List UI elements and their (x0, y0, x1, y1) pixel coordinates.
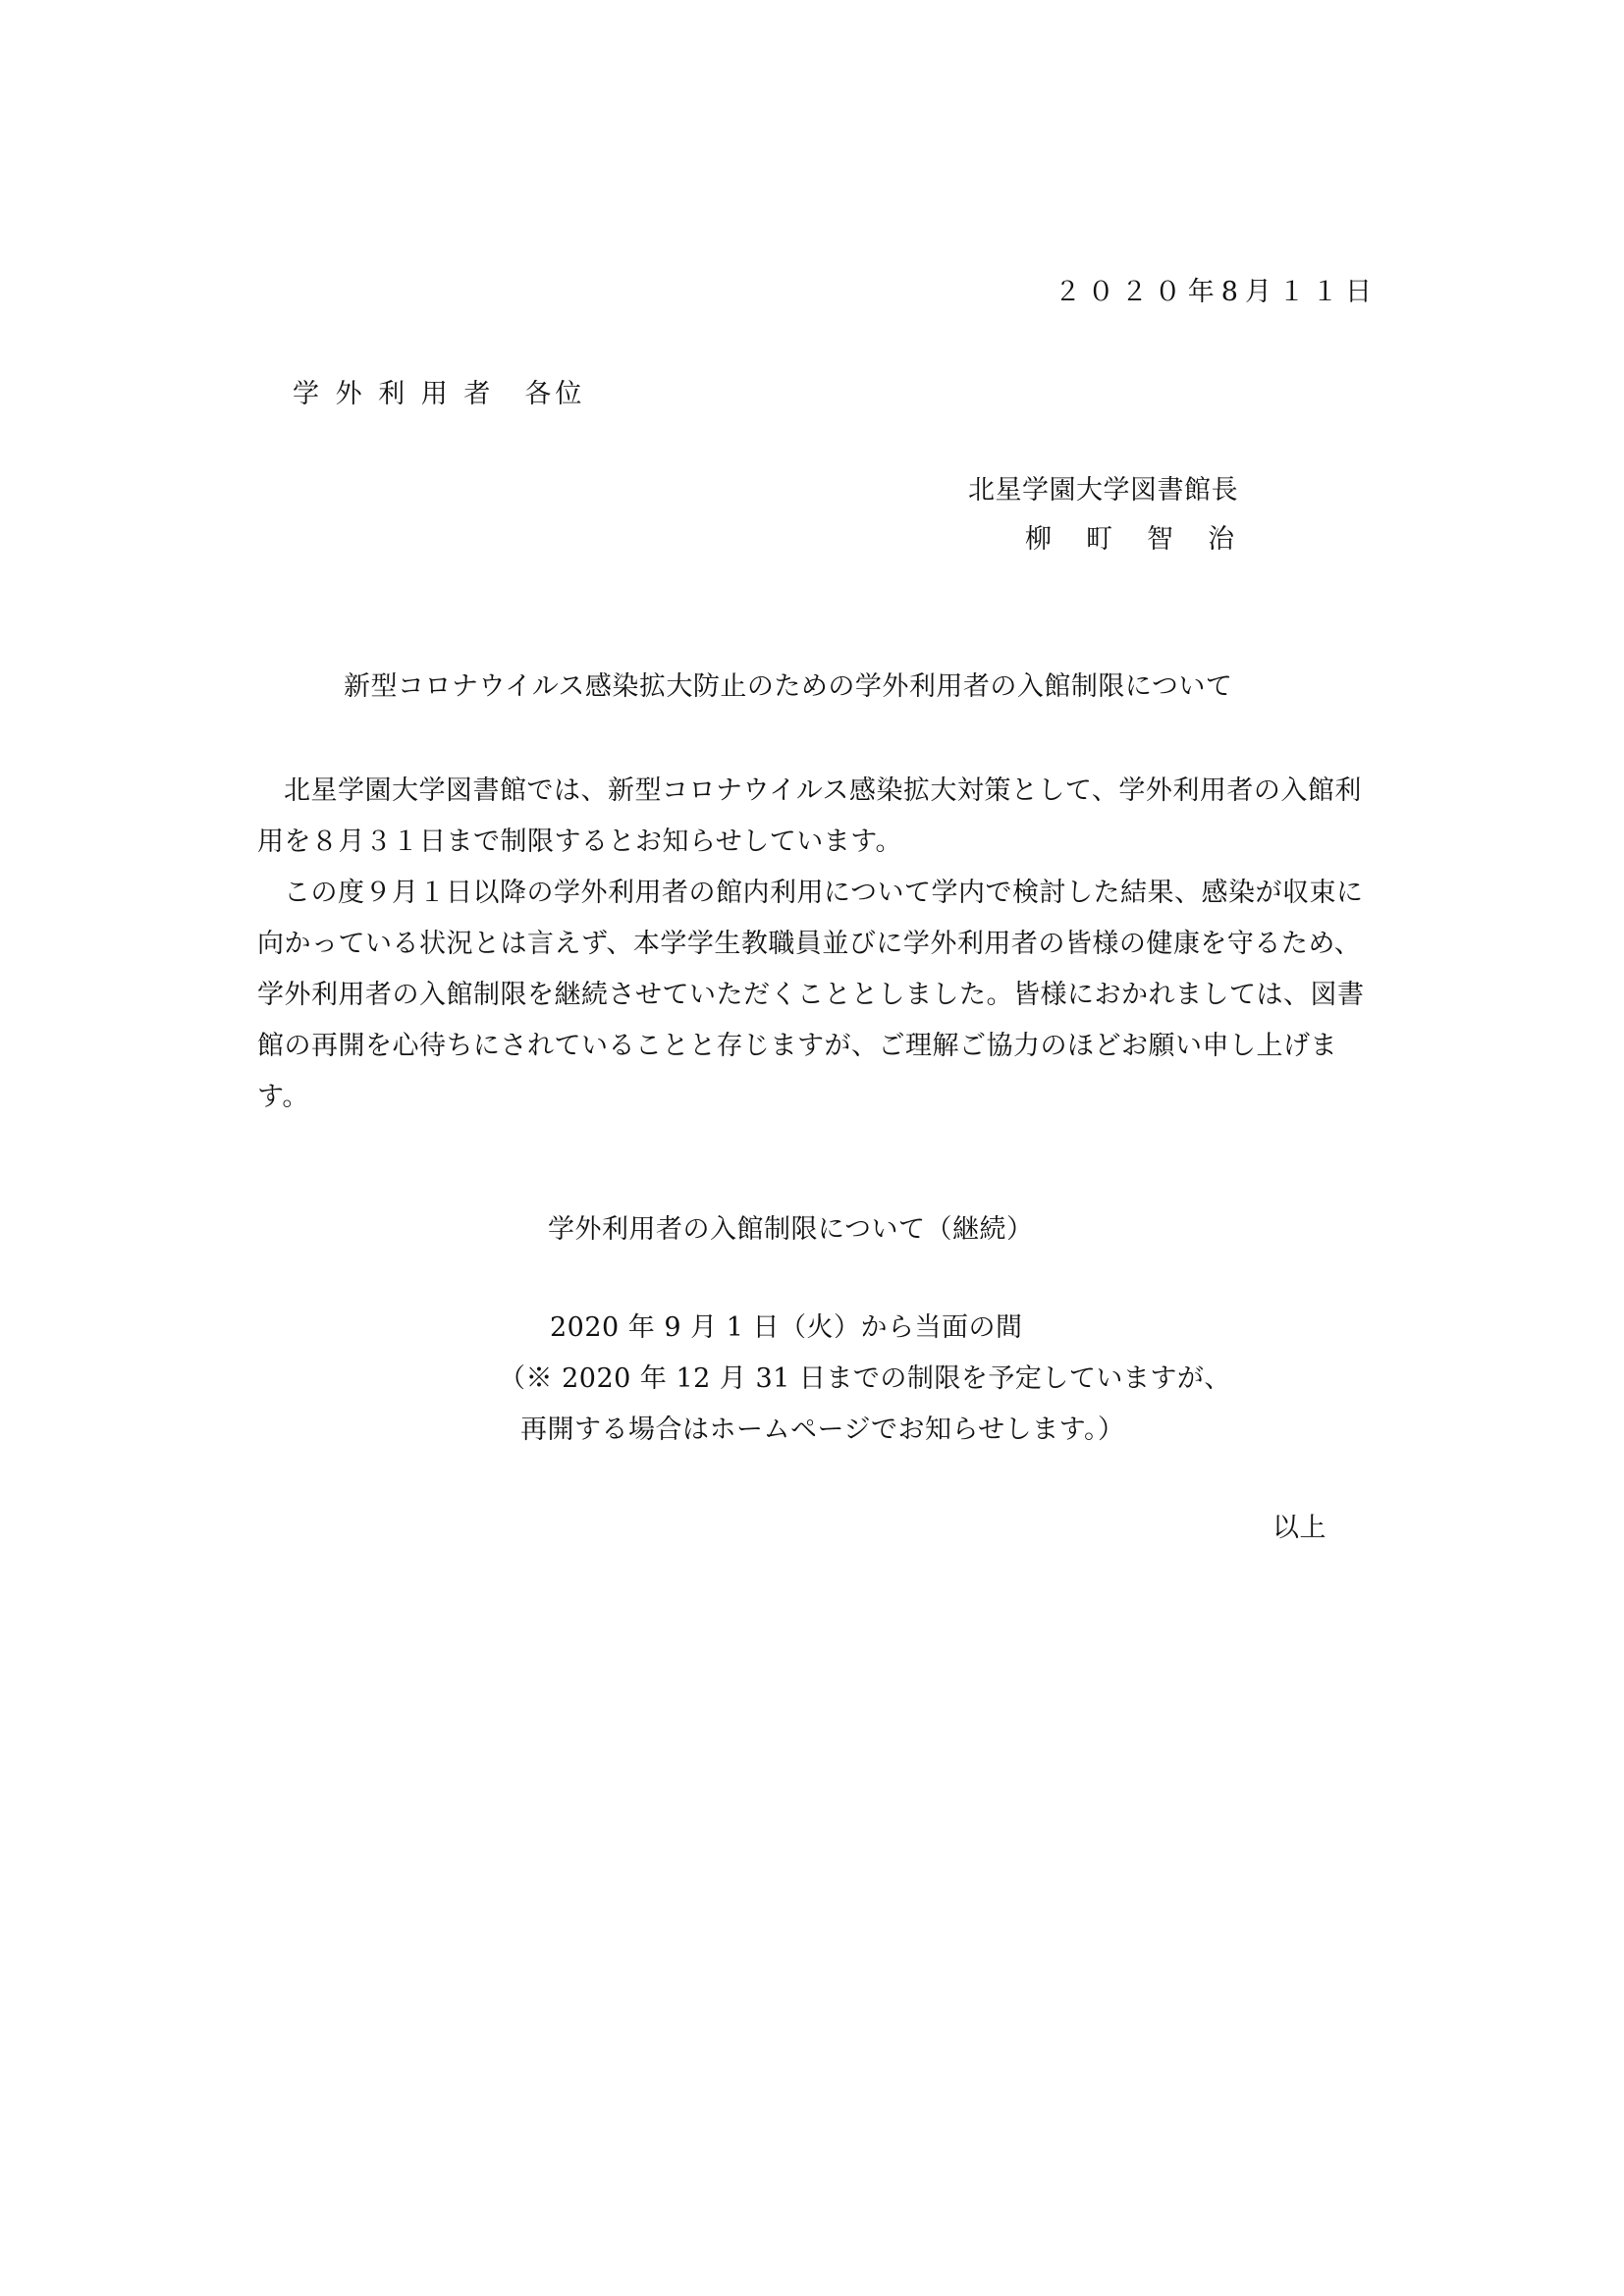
body-text (257, 766, 1367, 1123)
restriction-note-line-2: 再開する場合はホームページでお知らせします。） (520, 1415, 1125, 1445)
document-date: ２０２０年8月１１日 (1054, 277, 1379, 307)
restriction-note-line-1: （※ 2020 年 12 月 31 日までの制限を予定していますが、 (499, 1363, 1231, 1394)
addressee: 学 外 利 用 者 各位 (293, 379, 586, 409)
issuer-name: 柳 町 智 治 (1025, 524, 1238, 555)
document-title: 新型コロナウイルス感染拡大防止のための学外利用者の入館制限について (344, 671, 1233, 702)
issuer-organization: 北星学園大学図書館長 (968, 475, 1238, 506)
body-paragraph: 北星学園大学図書館では、新型コロナウイルス感染拡大対策として、学外利用者の入館利用を８月３１日まで制限するとお知らせしています。 (257, 775, 1362, 857)
restriction-period: 2020 年 9 月 1 日（火）から当面の間 (550, 1312, 1023, 1343)
body-paragraph: この度９月１日以降の学外利用者の館内利用について学内で検討した結果、感染が収束に向かっている状況とは言えず、本学学生教職員並びに学外利用者の皆様の健康を守るため、学外利用者の入館制限を継続させていただくこととしました。皆様におかれましては、図書館の再開を心待ちにされていることと存じますが、ご理解ご協力のほどお願い申し上げます。 (257, 878, 1365, 1112)
notice-title: 学外利用者の入館制限について（継続） (548, 1214, 1034, 1245)
closing-mark: 以上 (1272, 1513, 1326, 1543)
